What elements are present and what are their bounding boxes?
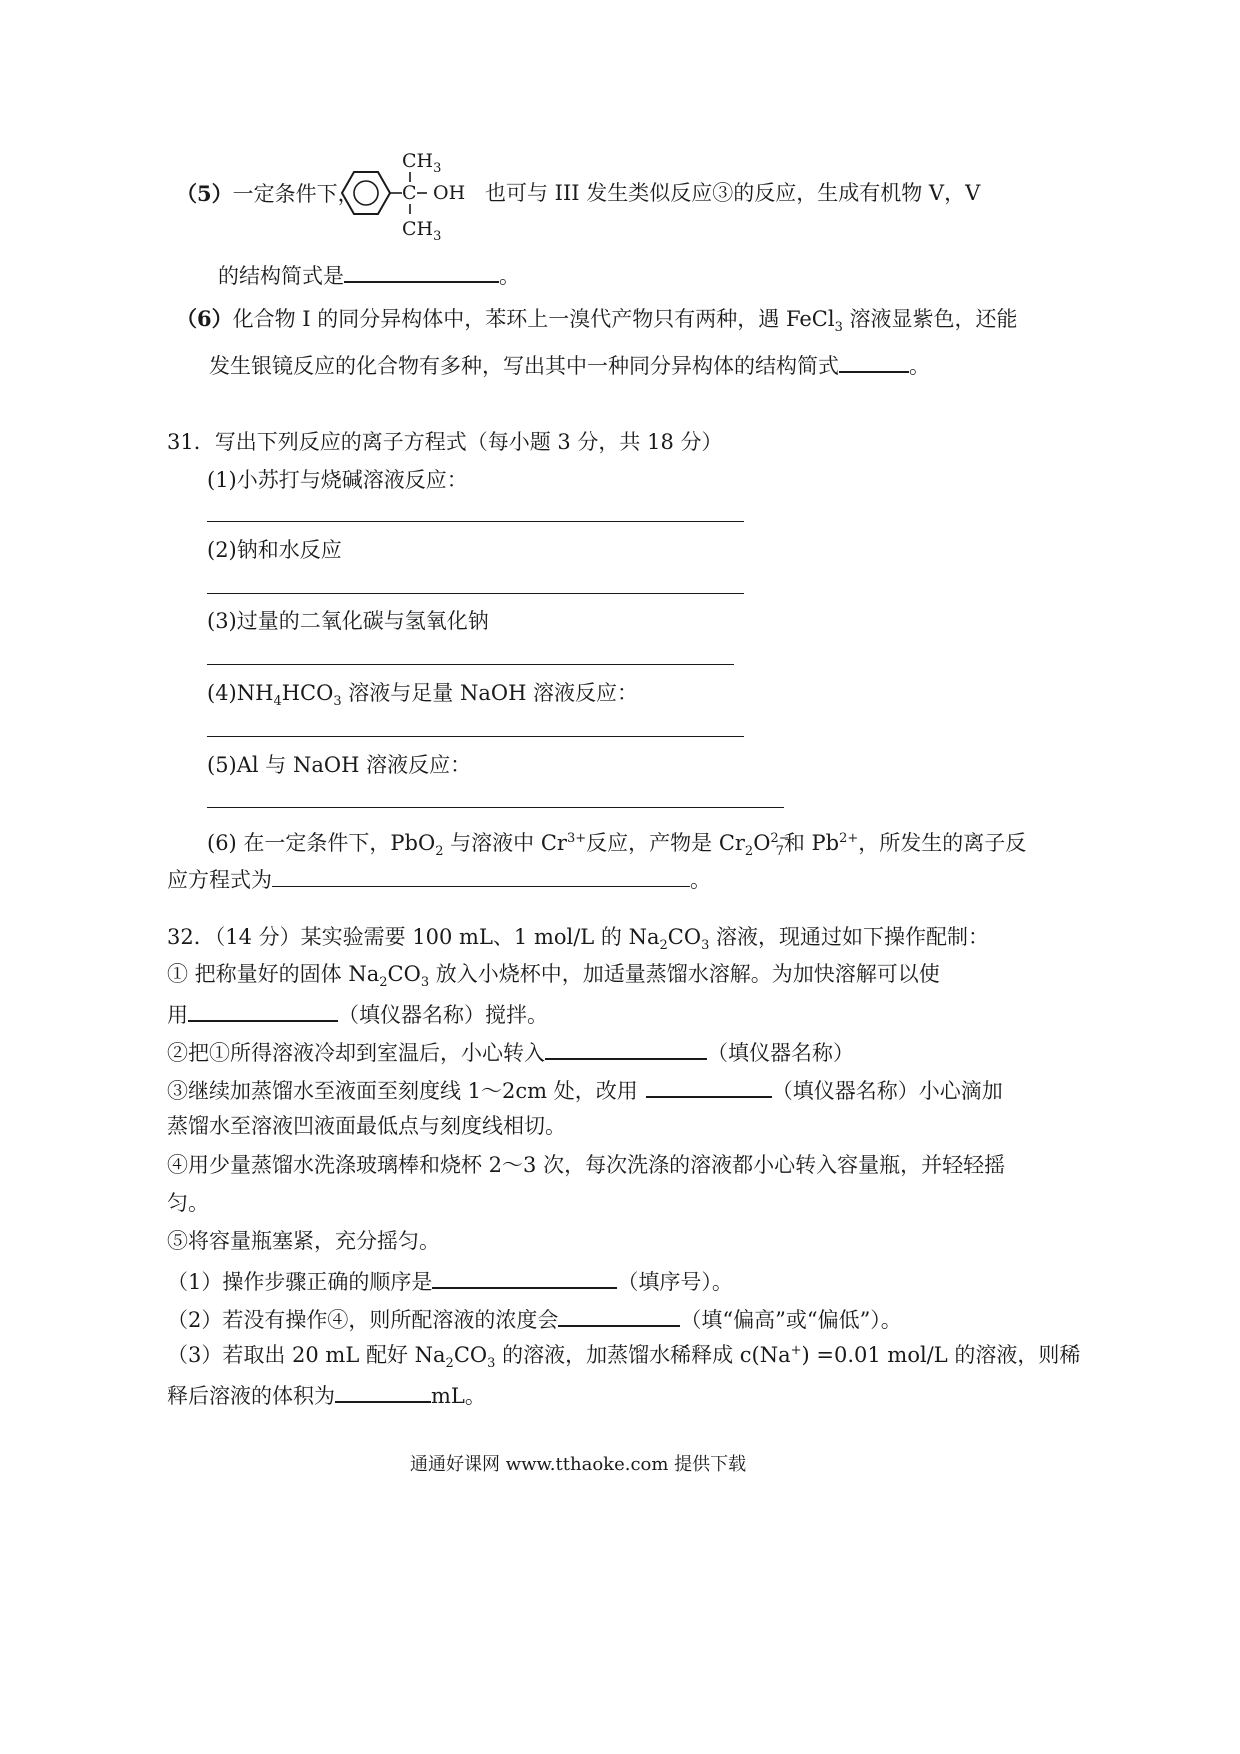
central-carbon: C xyxy=(402,182,417,204)
answer-blank-transfer-instrument[interactable] xyxy=(545,1040,707,1060)
answer-line-q31-4[interactable] xyxy=(207,736,744,737)
answer-line-q31-5[interactable] xyxy=(207,807,784,808)
ch3-bottom: $CH_3$ xyxy=(402,218,442,244)
q32-step2: ②把①所得溶液冷却到室温后，小心转入 （填仪器名称） xyxy=(167,1041,854,1065)
q31-item3: (3)过量的二氧化碳与氢氧化钠 xyxy=(207,609,489,633)
q31-title: 31．写出下列反应的离子方程式（每小题 3 分，共 18 分） xyxy=(167,430,723,454)
q30-part5-text-a: 一定条件下， xyxy=(232,182,359,206)
q32-question3-line1: （3）若取出 20 mL 配好 $Na_2CO_3$ 的溶液，加蒸馏水稀释成 c(Na+) =0.01 mol/L 的溶液，则稀 xyxy=(167,1343,1081,1372)
q30-part5-number: （5） xyxy=(176,181,233,206)
benzene-ring xyxy=(342,172,390,214)
q32-question1: （1）操作步骤正确的顺序是 （填序号）。 xyxy=(167,1270,733,1294)
q31-item5: (5)Al 与 NaOH 溶液反应： xyxy=(207,753,472,777)
q31-item2: (2)钠和水反应 xyxy=(207,538,342,562)
answer-blank-v-structure[interactable] xyxy=(344,263,499,283)
answer-blank-isomer[interactable] xyxy=(839,353,909,373)
page-footer: 通通好课网 www.tthaoke.com 提供下载 xyxy=(410,1454,747,1475)
q31-item1: (1)小苏打与烧碱溶液反应： xyxy=(207,468,468,492)
answer-blank-step-order[interactable] xyxy=(432,1269,617,1289)
answer-line-q31-2[interactable] xyxy=(207,593,744,594)
q32-step4-line2: 匀。 xyxy=(167,1191,209,1215)
q32-step4-line1: ④用少量蒸馏水洗涤玻璃棒和烧杯 2～3 次，每次洗涤的溶液都小心转入容量瓶，并轻轻摇 xyxy=(167,1153,1006,1177)
answer-line-q31-3[interactable] xyxy=(207,664,734,665)
q30-part6-number: （6） xyxy=(176,306,233,331)
q32-step3-line2: 蒸馏水至溶液凹液面最低点与刻度线相切。 xyxy=(167,1114,566,1138)
q30-part5-text-b: 也可与 III 发生类似反应③的反应，生成有机物 V，V xyxy=(485,181,981,205)
q32-step5: ⑤将容量瓶塞紧，充分摇匀。 xyxy=(167,1229,440,1253)
q32-step1-line1: ① 把称量好的固体 $Na_2CO_3$ 放入小烧杯中，加适量蒸馏水溶解。为加快溶解可以使 xyxy=(167,962,940,991)
answer-blank-dropper-instrument[interactable] xyxy=(646,1078,772,1098)
q32-step1-line2: 用 （填仪器名称）搅拌。 xyxy=(167,1003,548,1027)
q32-question3-line2: 释后溶液的体积为 mL。 xyxy=(167,1384,486,1408)
q32-title: 32．（14 分）某实验需要 100 mL、1 mol/L 的 $Na_2CO_3$ 溶液，现通过如下操作配制： xyxy=(167,925,990,954)
answer-blank-volume[interactable] xyxy=(335,1383,431,1403)
ch3-top: $CH_3$ xyxy=(402,150,442,176)
benzene-inner-circle xyxy=(354,181,378,205)
answer-line-q31-1[interactable] xyxy=(207,521,744,522)
answer-blank-concentration[interactable] xyxy=(558,1307,680,1327)
q31-item6-line1: (6) 在一定条件下，PbO$_2$ 与溶液中 $Cr^{3+}$反应，产物是 $Cr_2O^{2-}_7$和 $Pb^{2+}$，所发生的离子反 xyxy=(207,831,1027,860)
q30-part5-line2: 的结构简式是 。 xyxy=(218,264,520,288)
answer-blank-q31-6[interactable] xyxy=(272,868,690,887)
q30-part6-line2: 发生银镜反应的化合物有多种，写出其中一种同分异构体的结构简式 。 xyxy=(209,354,930,378)
answer-blank-stirring-instrument[interactable] xyxy=(188,1002,338,1022)
q31-item4: $(4)NH_4HCO_3$ 溶液与足量 NaOH 溶液反应： xyxy=(207,681,639,710)
hydroxyl-group: OH xyxy=(433,182,466,204)
q32-question2: （2）若没有操作④，则所配溶液的浓度会 （填“偏高”或“偏低”）。 xyxy=(167,1308,902,1332)
q30-part6-line1: （6）化合物 I 的同分异构体中，苯环上一溴代产物只有两种，遇 FeCl$_3$ 溶液显紫色，还能 xyxy=(176,306,1018,336)
q31-item6-line2: 应方程式为 。 xyxy=(167,868,711,892)
q32-step3-line1: ③继续加蒸馏水至液面至刻度线 1～2cm 处，改用 （填仪器名称）小心滴加 xyxy=(167,1079,1003,1103)
